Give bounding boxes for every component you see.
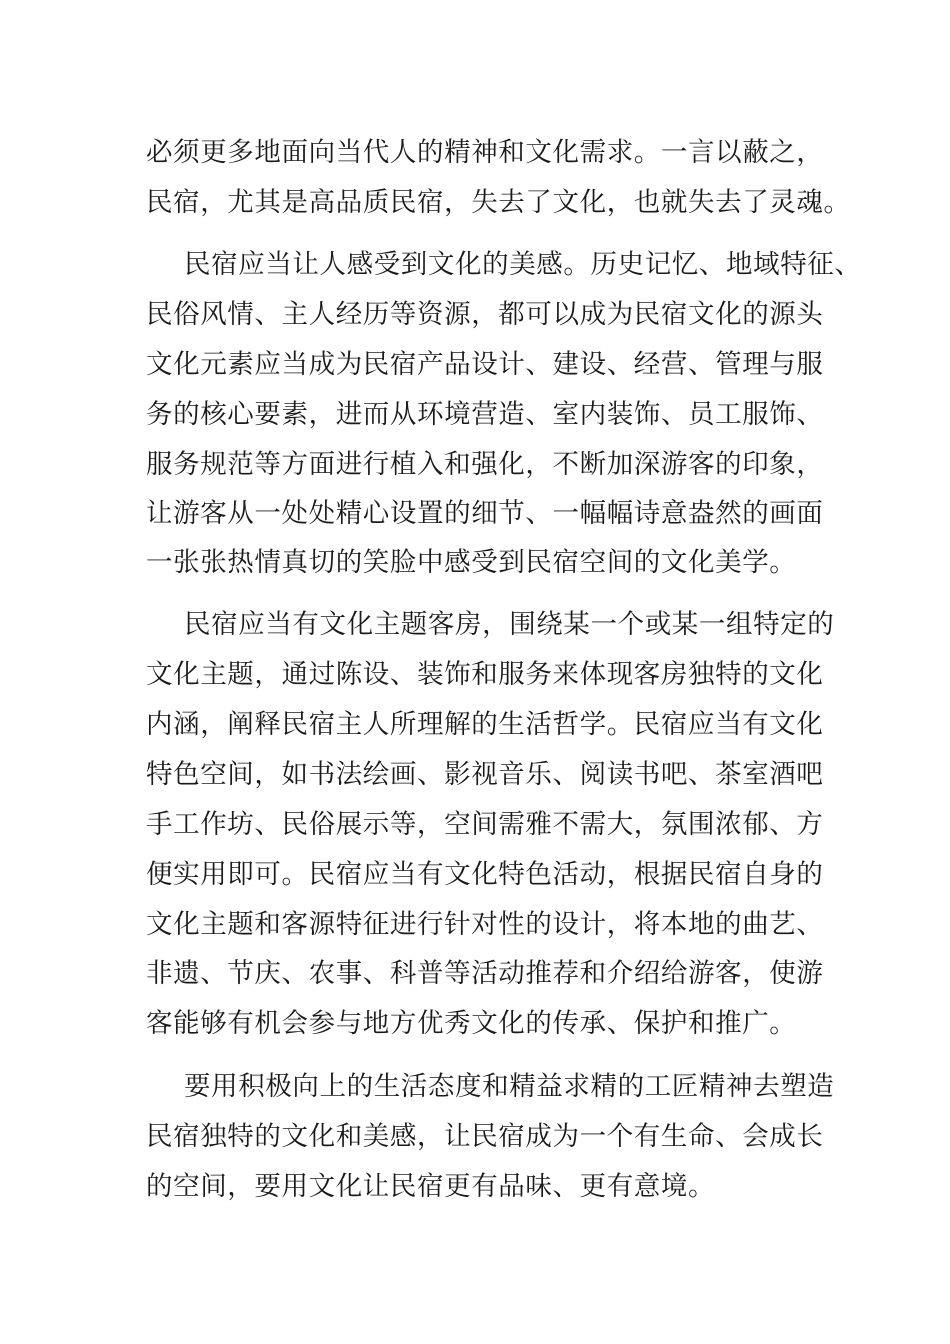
text-line: 要用积极向上的生活态度和精益求精的工匠精神去塑造 — [184, 1071, 835, 1102]
text-line: 民俗风情、主人经历等资源，都可以成为民宿文化的源头 — [146, 299, 824, 330]
text-line: 必须更多地面向当代人的精神和文化需求。一言以蔽之， — [146, 137, 824, 168]
text-line: 让游客从一处处精心设置的细节、一幅幅诗意盎然的画面 — [146, 498, 824, 529]
text-line: 内涵，阐释民宿主人所理解的生活哲学。民宿应当有文化 — [146, 709, 824, 740]
text-line: 一张张热情真切的笑脸中感受到民宿空间的文化美学。 — [146, 547, 797, 578]
text-line: 文化元素应当成为民宿产品设计、建设、经营、管理与服 — [146, 349, 824, 380]
text-line: 务的核心要素，进而从环境营造、室内装饰、员工服饰、 — [146, 399, 824, 430]
text-line: 便实用即可。民宿应当有文化特色活动，根据民宿自身的 — [146, 859, 824, 890]
text-line: 非遗、节庆、农事、科普等活动推荐和介绍给游客，使游 — [146, 958, 824, 989]
text-line: 客能够有机会参与地方优秀文化的传承、保护和推广。 — [146, 1008, 797, 1039]
text-line: 手工作坊、民俗展示等，空间需雅不需大，氛围浓郁、方 — [146, 809, 824, 840]
text-line: 服务规范等方面进行植入和强化，不断加深游客的印象， — [146, 449, 824, 480]
text-line: 民宿应当让人感受到文化的美感。历史记忆、地域特征、 — [184, 249, 862, 280]
text-line: 文化主题，通过陈设、装饰和服务来体现客房独特的文化 — [146, 659, 824, 690]
text-line: 文化主题和客源特征进行针对性的设计，将本地的曲艺、 — [146, 909, 824, 940]
text-line: 民宿，尤其是高品质民宿，失去了文化，也就失去了灵魂。 — [146, 187, 851, 218]
text-line: 的空间，要用文化让民宿更有品味、更有意境。 — [146, 1171, 716, 1202]
text-line: 民宿应当有文化主题客房，围绕某一个或某一组特定的 — [184, 609, 835, 640]
text-line: 特色空间，如书法绘画、影视音乐、阅读书吧、茶室酒吧 — [146, 759, 824, 790]
text-line: 民宿独特的文化和美感，让民宿成为一个有生命、会成长 — [146, 1121, 824, 1152]
